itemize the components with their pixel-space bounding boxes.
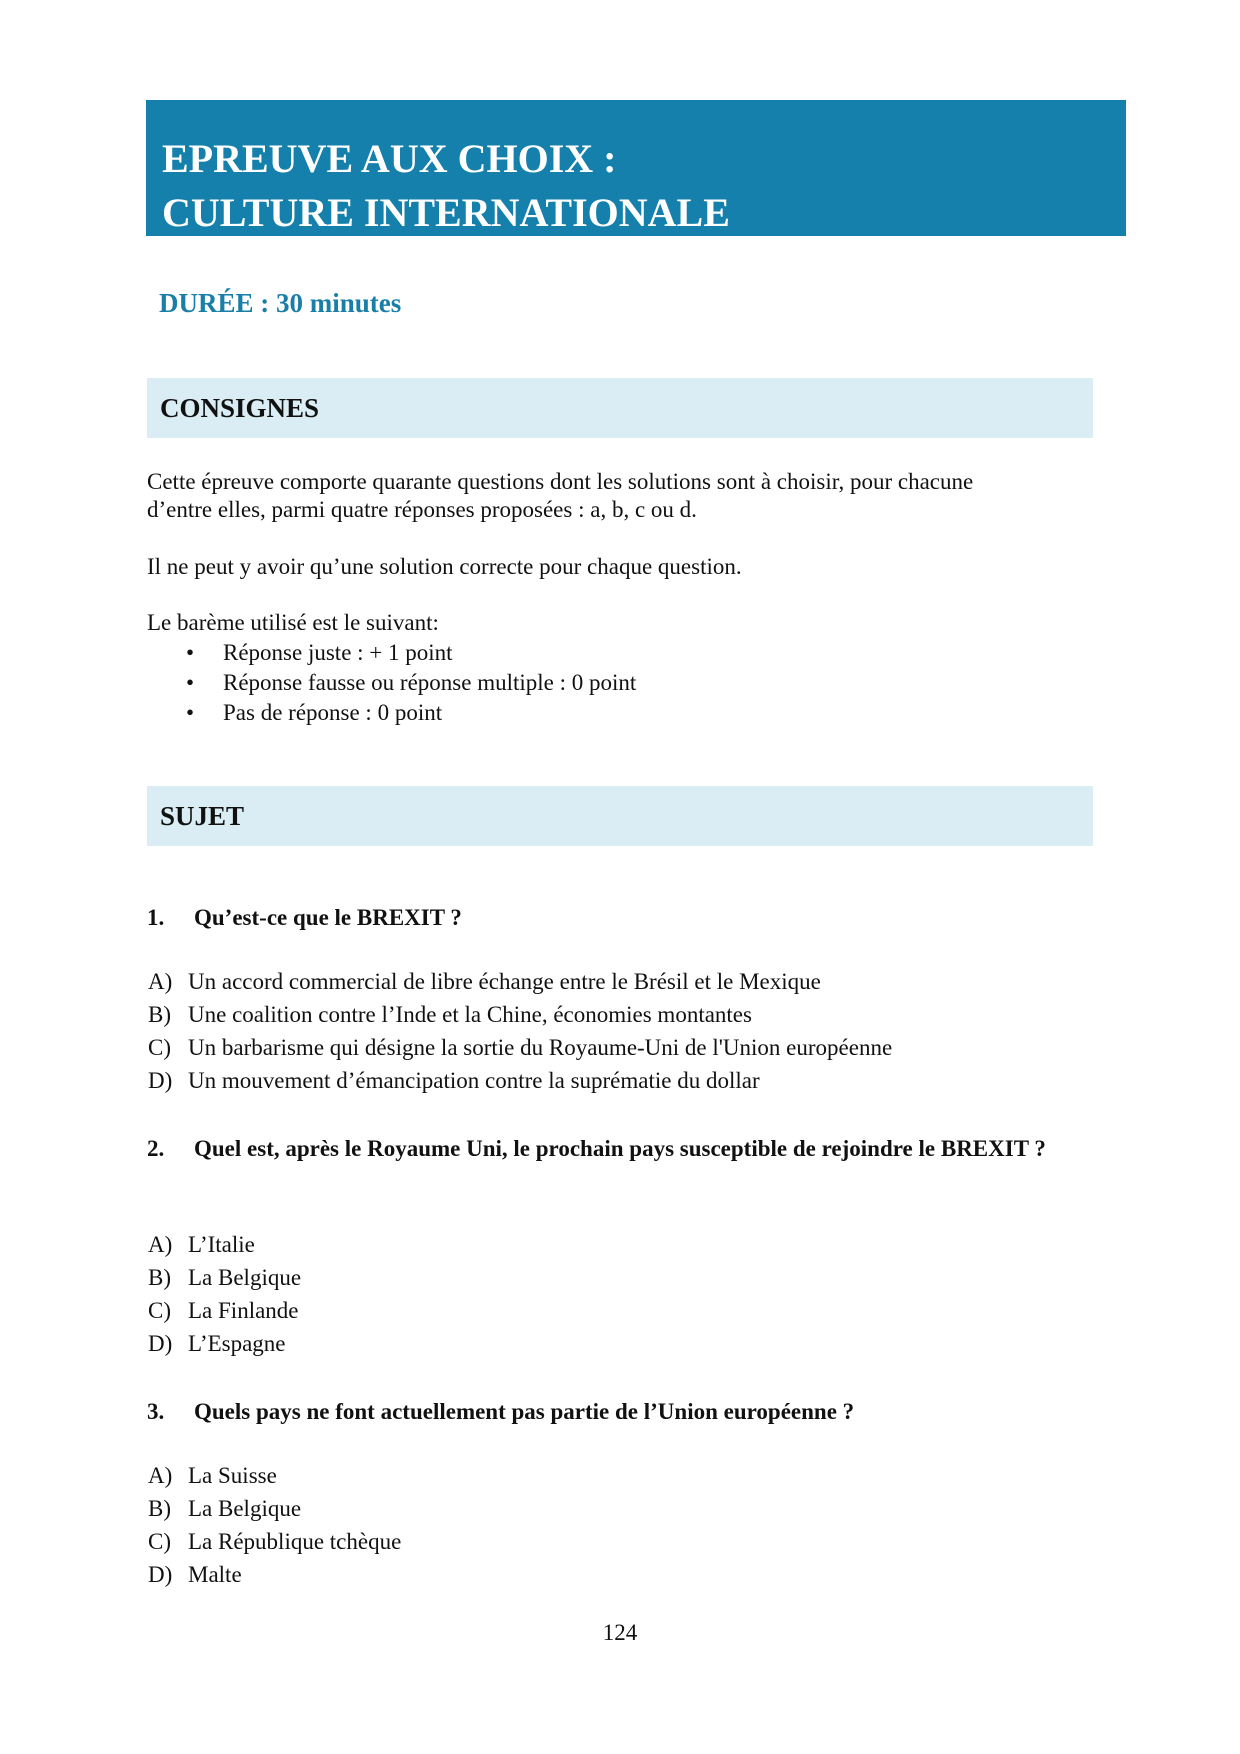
option-letter: B) <box>148 1265 171 1290</box>
option-letter: C) <box>148 1298 171 1323</box>
option-letter: C) <box>148 1529 171 1554</box>
question-number: 3. <box>147 1399 165 1424</box>
option-text: Malte <box>188 1562 242 1587</box>
question-text: Quel est, après le Royaume Uni, le prochain pays susceptible de rejoindre le BREXIT ? <box>194 1136 1046 1161</box>
instructions-paragraph-1-line-2: d’entre elles, parmi quatre réponses proposées : a, b, c ou d. <box>147 497 697 522</box>
question-text: Qu’est-ce que le BREXIT ? <box>194 905 462 930</box>
question-number: 1. <box>147 905 165 930</box>
answer-option <box>148 1296 299 1326</box>
question-number: 2. <box>147 1136 165 1161</box>
option-text: La Suisse <box>188 1463 277 1488</box>
option-text: Un barbarisme qui désigne la sortie du Royaume-Uni de l'Union européenne <box>188 1035 893 1060</box>
bareme-bullet-text: Réponse fausse ou réponse multiple : 0 point <box>223 670 637 695</box>
bareme-bullet <box>186 669 636 697</box>
answer-option <box>148 967 821 997</box>
question-2 <box>147 1132 1093 1165</box>
title-line-1: EPREUVE AUX CHOIX : <box>162 136 617 181</box>
option-letter: D) <box>148 1068 173 1093</box>
bullet-icon: • <box>186 700 195 725</box>
answer-option <box>148 1263 301 1293</box>
option-text: La Belgique <box>188 1496 302 1521</box>
option-letter: A) <box>148 1232 173 1257</box>
option-text: L’Italie <box>188 1232 255 1257</box>
bareme-bullet <box>186 699 442 727</box>
section-header-sujet: SUJET <box>147 786 1093 846</box>
page-number: 124 <box>602 1620 638 1645</box>
instructions-paragraph-1 <box>147 468 1093 524</box>
duration-label: DURÉE : 30 minutes <box>159 288 402 318</box>
option-text: Une coalition contre l’Inde et la Chine, économies montantes <box>188 1002 752 1027</box>
title-banner <box>146 100 1126 236</box>
option-text: L’Espagne <box>188 1331 286 1356</box>
answer-option <box>148 1560 242 1590</box>
answer-option <box>148 1329 286 1359</box>
option-letter: A) <box>148 1463 173 1488</box>
question-3 <box>147 1395 1093 1428</box>
instructions-paragraph-2: Il ne peut y avoir qu’une solution correcte pour chaque question. <box>147 554 742 579</box>
option-letter: D) <box>148 1562 173 1587</box>
option-letter: A) <box>148 969 173 994</box>
bareme-intro: Le barème utilisé est le suivant: <box>147 610 439 635</box>
answer-option <box>148 1230 255 1260</box>
bareme-bullet-text: Réponse juste : + 1 point <box>223 640 453 665</box>
title-line-2: CULTURE INTERNATIONALE <box>162 190 730 235</box>
option-text: La Finlande <box>188 1298 299 1323</box>
answer-option <box>148 1461 277 1491</box>
option-text: La Belgique <box>188 1265 302 1290</box>
option-letter: B) <box>148 1496 171 1521</box>
answer-option <box>148 1066 760 1096</box>
option-letter: C) <box>148 1035 171 1060</box>
bareme-bullet <box>186 639 453 667</box>
option-text: Un mouvement d’émancipation contre la suprématie du dollar <box>188 1068 760 1093</box>
answer-option <box>148 1033 892 1063</box>
section-header-consignes: CONSIGNES <box>147 378 1093 438</box>
answer-option <box>148 1527 401 1557</box>
bullet-icon: • <box>186 640 195 665</box>
option-text: Un accord commercial de libre échange entre le Brésil et le Mexique <box>188 969 821 994</box>
bareme-bullet-text: Pas de réponse : 0 point <box>223 700 443 725</box>
answer-option <box>148 1000 752 1030</box>
question-1 <box>147 901 1093 934</box>
option-letter: D) <box>148 1331 173 1356</box>
answer-option <box>148 1494 301 1524</box>
option-text: La République tchèque <box>188 1529 402 1554</box>
instructions-paragraph-1-line-1: Cette épreuve comporte quarante questions dont les solutions sont à choisir, pour chacune <box>147 469 974 494</box>
bullet-icon: • <box>186 670 195 695</box>
option-letter: B) <box>148 1002 171 1027</box>
question-text: Quels pays ne font actuellement pas partie de l’Union européenne ? <box>194 1399 855 1424</box>
